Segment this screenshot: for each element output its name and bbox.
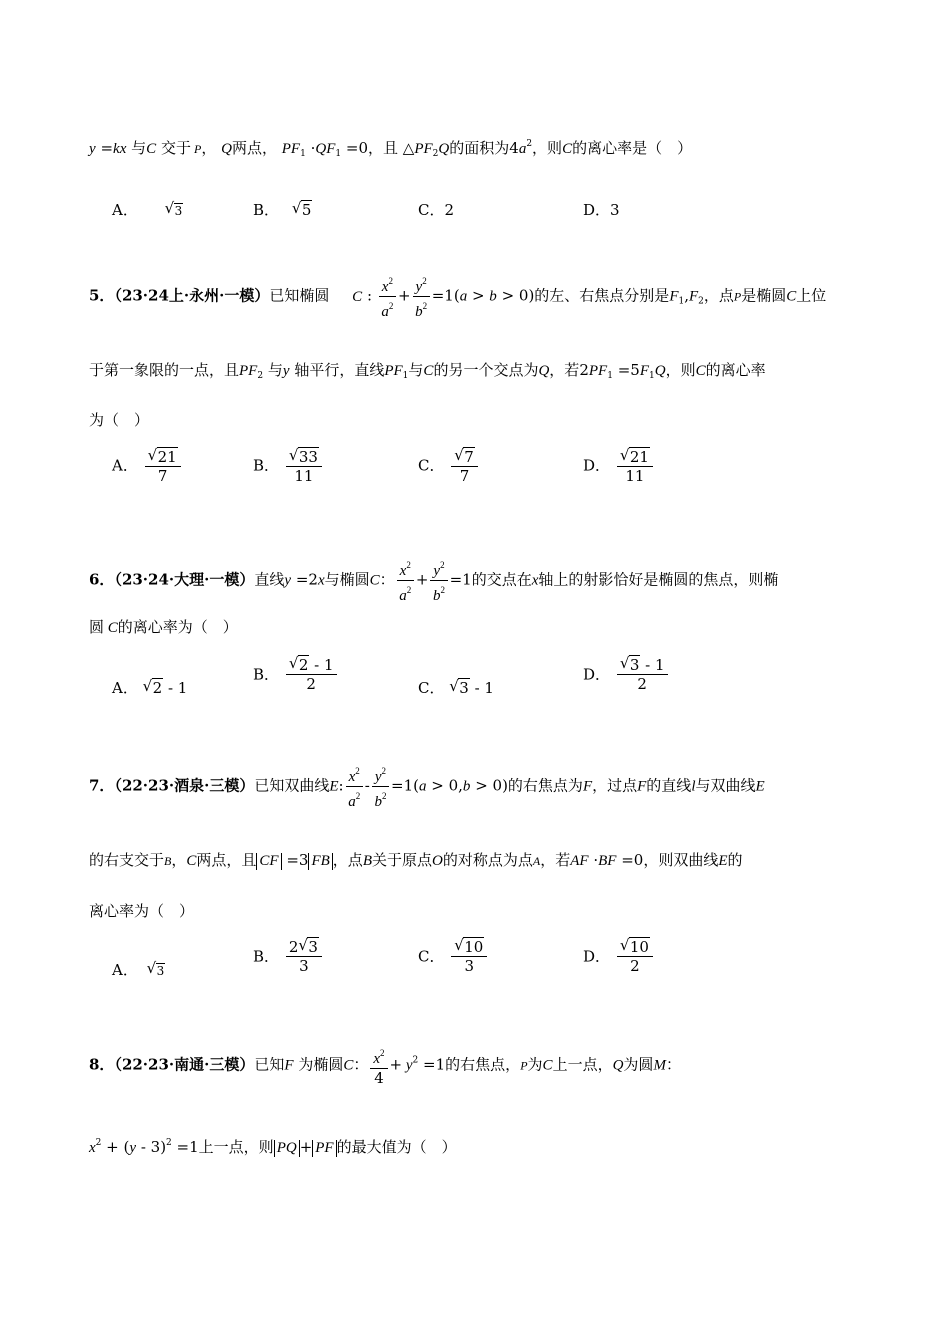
q6-option-a[interactable]: A． √ 2 - 1 [112, 677, 188, 697]
q6-option-b[interactable]: B． √ 2 - 1 2 [253, 656, 339, 693]
q5-option-d[interactable]: D． √ 21 11 [583, 448, 655, 485]
q6-option-d[interactable]: D． √ 3 - 1 2 [583, 656, 670, 693]
q4-stem-line: y =kx 与C 交于 P， Q两点， $PF_1 \cdot QF_1 =0$，且 $\triangle PF_2Q$的面积为$4a^2$，则C的离心率是（ ） [89, 139, 693, 159]
q7-stem-line-1: 7．（22·23·酒泉·三模）已知双曲线E: $\frac{x^2}{a^2}$ - $\frac{y^2}{b^2}$ =1(a > 0,b > 0)的右焦点为F，过点F的直线l与双曲线E [89, 762, 765, 811]
q4-option-d[interactable]: D．3 [583, 201, 620, 219]
q5-stem-line-1: 5．（23·24上·永州·一模）已知椭圆 C : $\frac{x^2}{a^2}$ + $\frac{y^2}{b^2}$ =1(a > b > 0)的左、右焦点分别是$F_1,F_2$，点P是椭圆C上位 [89, 272, 826, 321]
q4-option-b[interactable]: B． √ 5 [253, 199, 312, 219]
q7-option-a[interactable]: A． √ 3 [112, 959, 165, 979]
q7-option-c[interactable]: C． √ 10 3 [418, 938, 489, 975]
q7-stem-line-2: 的右支交于B，C两点，且 CF =3 FB ，点B关于原点O的对称点为点A，若AF ·BF =0，则双曲线E的 [89, 851, 743, 869]
q8-stem-line-2: $x^2 + (y - 3)^2 =1$上一点，则 PQ + PF 的最大值为（ ） [89, 1138, 457, 1156]
q5-stem-line-2: 于第一象限的一点，且$PF_2$ 与y 轴平行，直线$PF_1$与C的另一个交点为Q，若$2PF_1 =5F_1Q$，则C的离心率 [89, 361, 766, 381]
q6-stem-line-2: 圆 C的离心率为（ ） [89, 618, 238, 636]
q4-option-c[interactable]: C．2 [418, 201, 455, 219]
q7-option-b[interactable]: B． 2 √ 3 3 [253, 938, 324, 975]
q7-stem-line-3: 离心率为（ ） [89, 902, 195, 920]
q7-option-d[interactable]: D． √ 10 2 [583, 938, 655, 975]
q8-stem-line-1: 8．（22·23·南通·三模）已知F 为椭圆C： $\frac{x^2}{4}$ + $y^2 =1$的右焦点，P为C上一点，Q为圆M： [89, 1044, 681, 1087]
q5-option-c[interactable]: C． √ 7 7 [418, 448, 480, 485]
q5-option-a[interactable]: A． √ 21 7 [112, 448, 183, 485]
q4-option-a[interactable]: A． √ 3 [112, 199, 183, 219]
q6-stem-line-1: 6．（23·24·大理·一模）直线y =2x与椭圆C： $\frac{x^2}{a^2}$ + $\frac{y^2}{b^2}$ =1的交点在x轴上的射影恰好是椭圆的焦点，则椭 [89, 556, 778, 605]
q6-option-c[interactable]: C． √ 3 - 1 [418, 677, 494, 697]
q5-stem-line-3: 为（ ） [89, 411, 150, 429]
q5-option-b[interactable]: B． √ 33 11 [253, 448, 324, 485]
